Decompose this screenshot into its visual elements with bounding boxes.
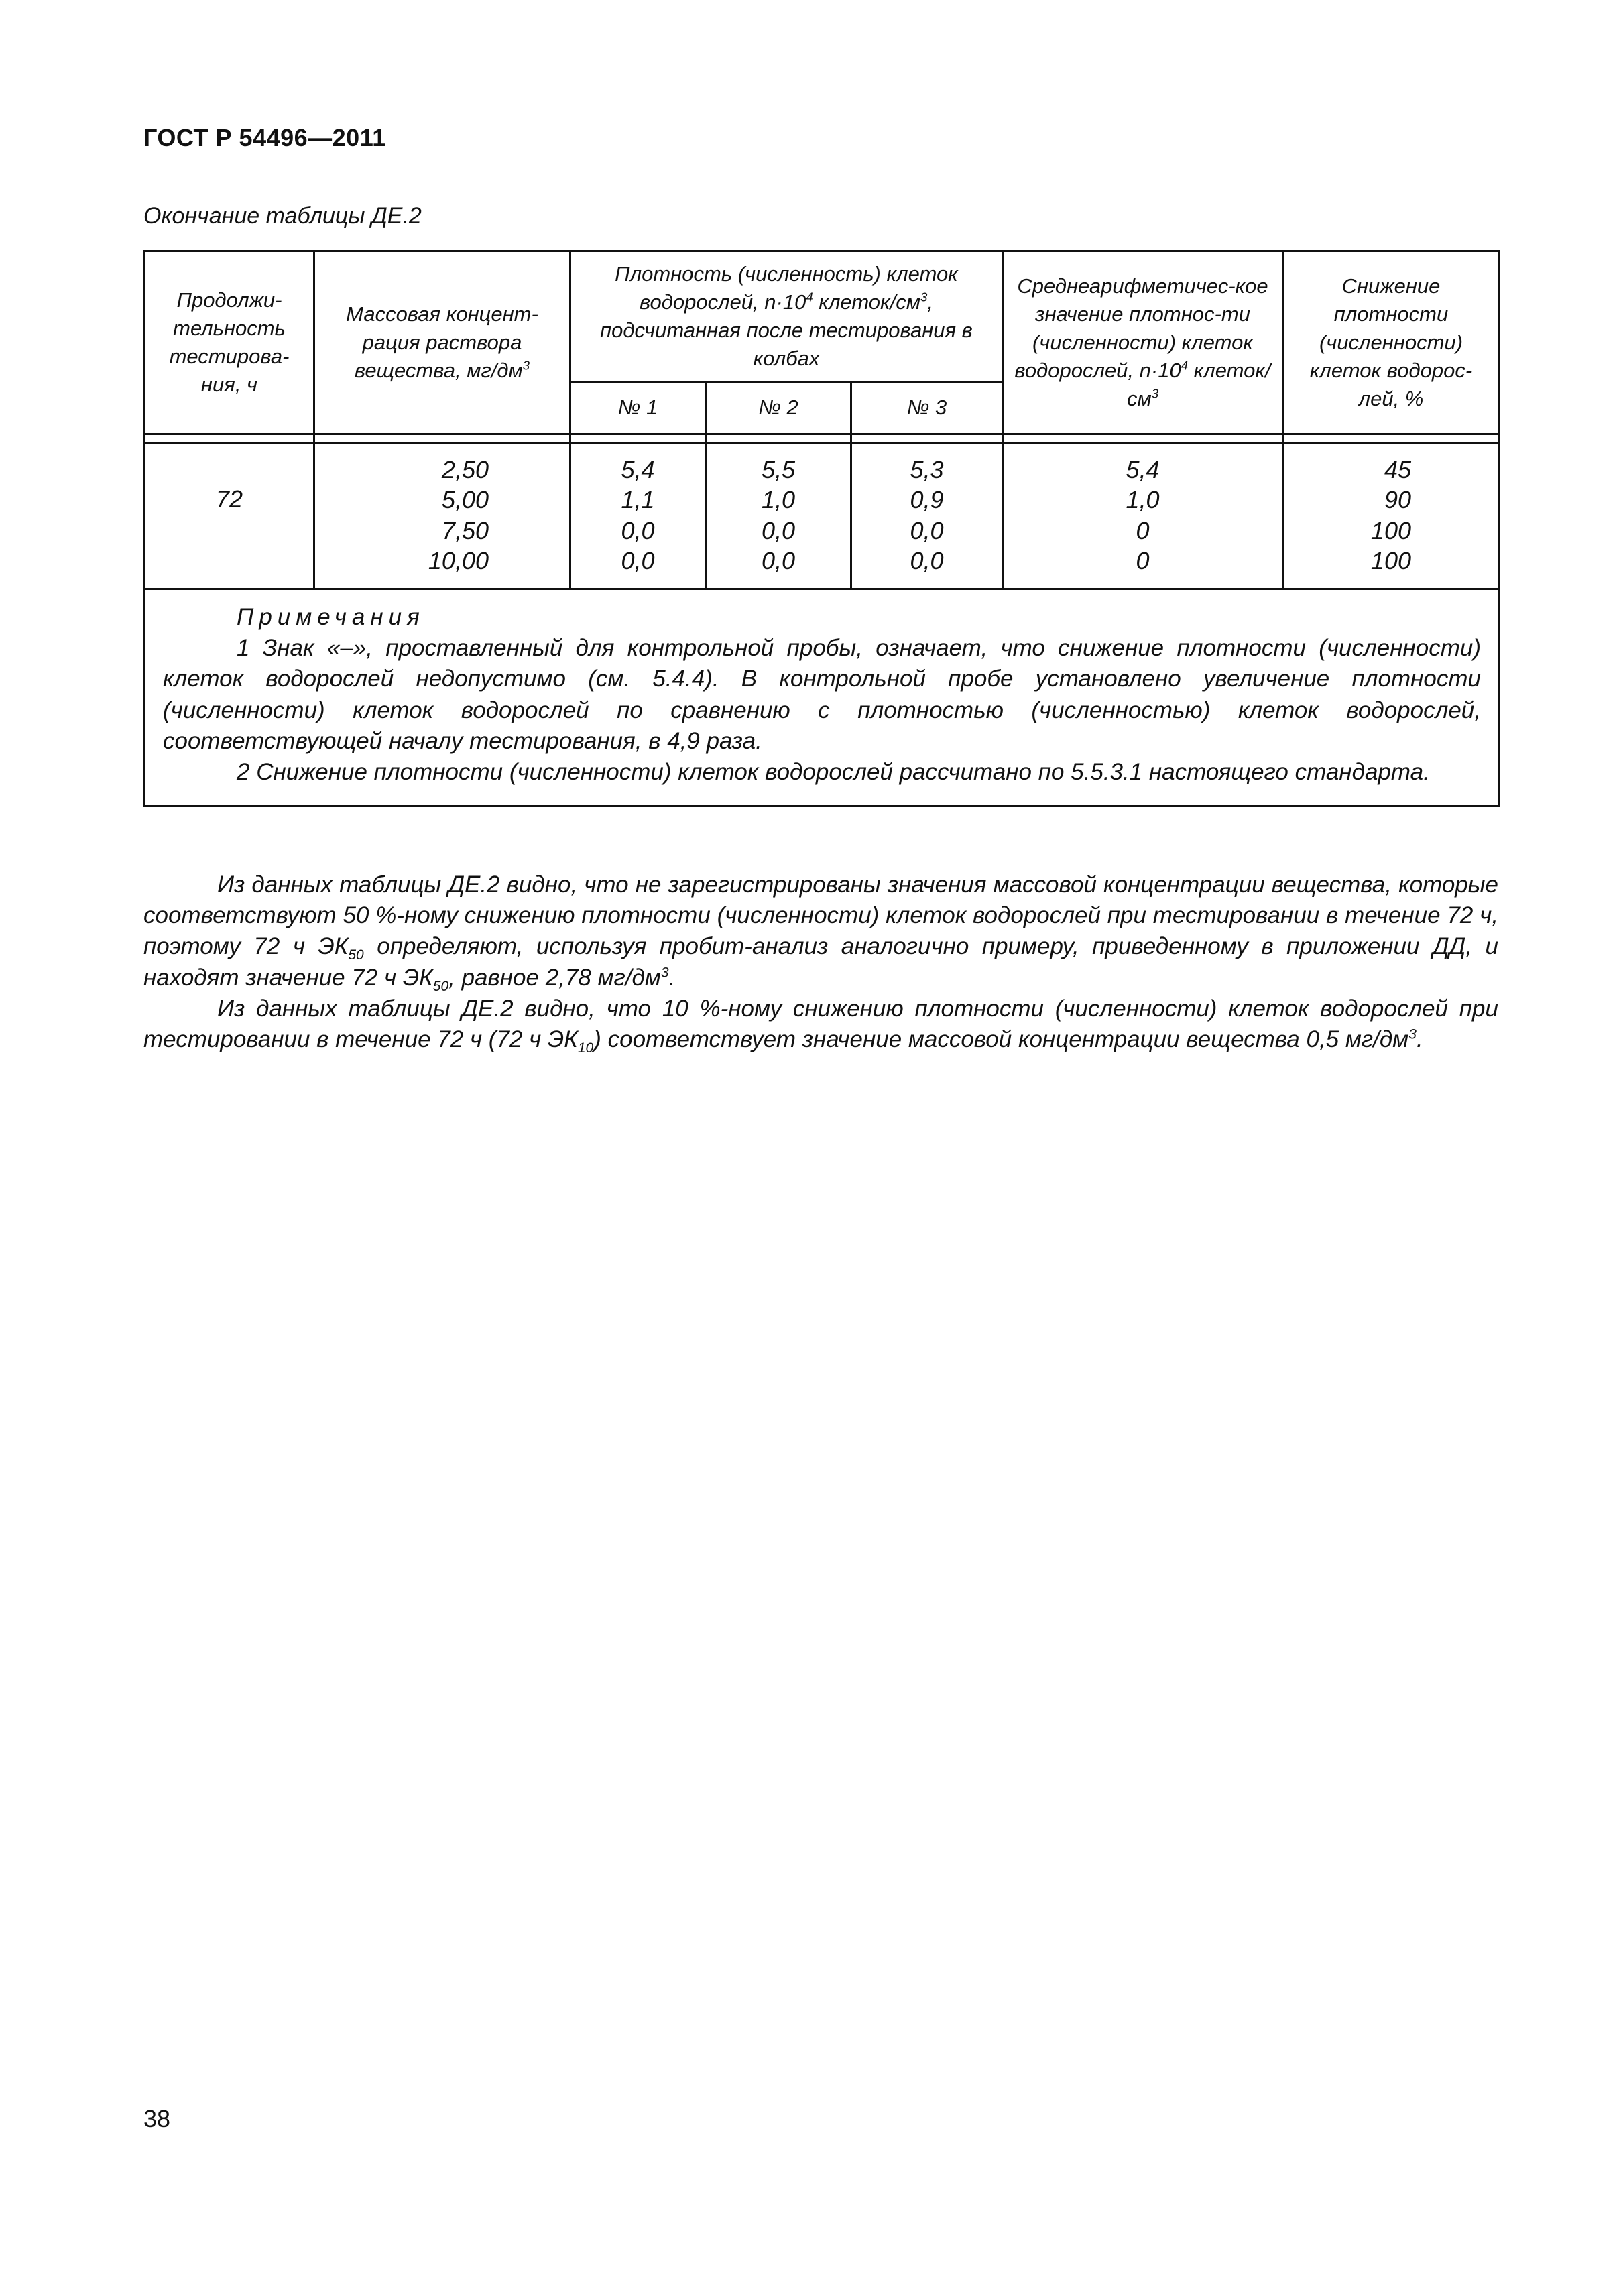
cell-reduction-values: 45 90 100 100 [1283, 443, 1500, 589]
note-1: 1 Знак «–», проставленный для контрольной пробы, означает, что снижение плотности (численности) клеток водорослей недопустимо (см. 5.4.4). В контрольной пробе установлено увеличение плотности (численности) клеток водорослей по сравнению с плотностью (численностью) клеток водорослей, соответствующей началу тестирования, в 4,9 раза. [163, 635, 1481, 754]
table-notes-row [145, 589, 1500, 806]
paragraph-2: Из данных таблицы ДЕ.2 видно, что 10 %-ному снижению плотности (численности) клеток водорослей при тестировании в течение 72 ч (72 ч $ЭК_{10}$) соответствует значение массовой концентрации вещества 0,5 $мг/дм^3$. [143, 995, 1498, 1056]
data-table [143, 250, 1500, 807]
table-header-row-1 [145, 251, 1500, 382]
header-mean: Среднеарифметичес-кое значение плотнос-ти (численности) клеток водорослей, $n\cdot 10^4$ клеток/$см^3$ [1003, 251, 1283, 434]
data-table-wrapper [143, 250, 1498, 829]
cell-flask-3-values: 5,3 0,9 0,0 0,0 [851, 443, 1003, 589]
cell-concentrations: 2,50 5,00 7,50 10,00 [314, 443, 570, 589]
header-flask-2: № 2 [706, 382, 851, 434]
header-separator-row [145, 434, 1500, 443]
header-reduction: Снижение плотности (численности) клеток водорос-лей, % [1283, 251, 1500, 434]
cell-flask-1-values: 5,4 1,1 0,0 0,0 [570, 443, 706, 589]
notes-title: Примечания [237, 604, 425, 630]
page-number: 38 [143, 2105, 171, 2132]
cell-mean-values: 5,4 1,0 0 0 [1003, 443, 1283, 589]
header-flask-3: № 3 [851, 382, 1003, 434]
table-data-row [145, 443, 1500, 589]
body-text [143, 869, 1498, 1055]
cell-duration: 72 [145, 443, 314, 589]
table-notes [145, 589, 1500, 806]
document-header: ГОСТ Р 54496—2011 [143, 124, 386, 152]
header-concentration: Массовая концент-рация раствора вещества, $мг/дм^3$ [314, 251, 570, 434]
header-density: Плотность (численность) клеток водорослей, $n\cdot 10^4$ клеток/$см^3$, подсчитанная после тестирования в колбах [570, 251, 1003, 382]
paragraph-1: Из данных таблицы ДЕ.2 видно, что не зарегистрированы значения массовой концентрации вещества, которые соответствуют 50 %-ному снижению плотности (численности) клеток водорослей при тестировании в течение 72 ч, поэтому 72 ч $ЭК_{50}$ определяют, используя пробит-анализ аналогично примеру, приведенному в приложении ДД, и находят значение 72 ч $ЭК_{50}$, равное 2,78 $мг/дм^3$. [143, 871, 1498, 994]
table-caption: Окончание таблицы ДЕ.2 [143, 203, 422, 229]
note-2: 2 Снижение плотности (численности) клеток водорослей рассчитано по 5.5.3.1 настоящего стандарта. [237, 758, 1430, 785]
header-duration: Продолжи-тельность тестирова-ния, ч [145, 251, 314, 434]
header-flask-1: № 1 [570, 382, 706, 434]
cell-flask-2-values: 5,5 1,0 0,0 0,0 [706, 443, 851, 589]
